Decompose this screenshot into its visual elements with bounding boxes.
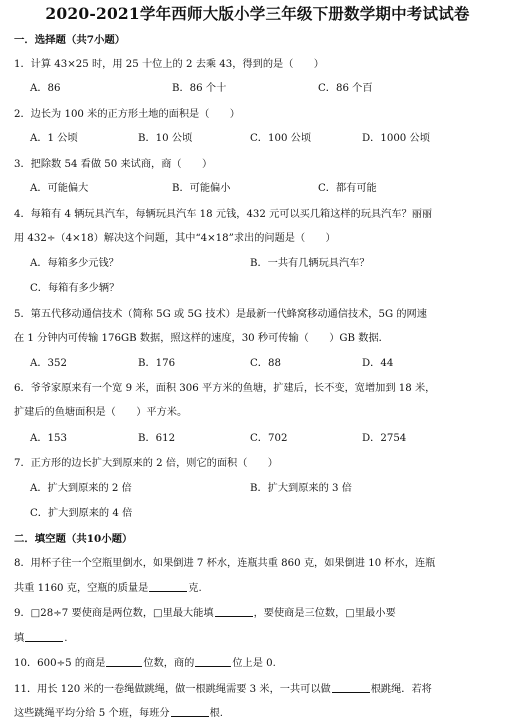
option-b[interactable]: B．一共有几辆玩具汽车？	[250, 258, 370, 269]
option-a[interactable]: A．153	[30, 433, 67, 444]
question-7-stem: 7．正方形的边长扩大到原来的 2 倍，则它的面积（ ）	[14, 458, 278, 469]
option-d[interactable]: D．1000 公顷	[362, 133, 430, 144]
option-d[interactable]: D．44	[362, 358, 394, 369]
question-4-stem-line2: 用 432÷（4×18）解决这个问题，其中“4×18”求出的问题是（ ）	[14, 233, 336, 244]
option-a[interactable]: A．352	[30, 358, 67, 369]
question-9-text-c: 填	[14, 633, 25, 644]
question-2-stem: 2．边长为 100 米的正方形土地的面积是（ ）	[14, 109, 240, 120]
answer-blank[interactable]	[106, 656, 142, 667]
question-11-line2	[14, 706, 505, 721]
exam-title: 2020-2021学年西师大版小学三年级下册数学期中考试试卷	[45, 4, 470, 23]
option-a[interactable]: A．扩大到原来的 2 倍	[30, 483, 132, 494]
question-10	[14, 656, 505, 671]
option-a[interactable]: A．可能偏大	[30, 183, 89, 194]
option-c[interactable]: C．88	[250, 358, 281, 369]
option-c[interactable]: C．每箱有多少辆？	[30, 283, 120, 294]
question-8-text-a: 共重 1160 克，空瓶的质量是	[14, 583, 149, 594]
question-8-line2	[14, 581, 505, 596]
answer-blank[interactable]	[215, 606, 253, 617]
option-b[interactable]: B．可能偏小	[172, 183, 231, 194]
option-c[interactable]: C．扩大到原来的 4 倍	[30, 508, 133, 519]
question-9-line2	[14, 631, 505, 646]
option-b[interactable]: B．86 个十	[172, 83, 227, 94]
question-1-stem: 1．计算 43×25 时，用 25 十位上的 2 去乘 43，得到的是（ ）	[14, 59, 324, 70]
answer-blank[interactable]	[25, 631, 63, 642]
option-c[interactable]: C．100 公顷	[250, 133, 312, 144]
option-b[interactable]: B．扩大到原来的 3 倍	[250, 483, 352, 494]
question-6-stem-line2: 扩建后的鱼塘面积是（ ）平方米。	[14, 407, 188, 418]
answer-blank[interactable]	[332, 682, 370, 693]
section-fill-heading: 二．填空题（共10小题）	[14, 533, 133, 545]
question-11-text-b: 根跳绳．若将	[370, 684, 432, 695]
option-a[interactable]: A．每箱多少元钱？	[30, 258, 119, 269]
question-11-text-d: 根.	[209, 708, 224, 719]
question-3-stem: 3．把除数 54 看做 50 来试商，商（ ）	[14, 159, 213, 170]
option-c[interactable]: C．86 个百	[318, 83, 373, 94]
question-9-line1	[14, 606, 505, 621]
question-4-stem-line1: 4．每箱有 4 辆玩具汽车，每辆玩具汽车 18 元钱，432 元可以买几箱这样的玩具汽车？丽丽	[14, 209, 433, 220]
question-11-text-c: 这些跳绳平均分给 5 个班，每班分	[14, 708, 170, 719]
question-8-text-b: 克.	[188, 583, 202, 594]
option-d[interactable]: D．2754	[362, 433, 407, 444]
answer-blank[interactable]	[171, 706, 209, 717]
question-9-text-d: .	[64, 633, 68, 644]
question-9-text-b: ，要使商是三位数，□里最小要	[253, 608, 396, 619]
question-5-stem-line1: 5．第五代移动通信技术（简称 5G 或 5G 技术）是最新一代蜂窝移动通信技术，5G 的网速	[14, 309, 427, 320]
option-a[interactable]: A．1 公顷	[30, 133, 78, 144]
option-b[interactable]: B．176	[138, 358, 176, 369]
question-5-stem-line2: 在 1 分钟内可传输 176GB 数据，照这样的速度，30 秒可传输（ ）GB 数据．	[14, 333, 389, 344]
question-10-text-a: 10．600÷5 的商是	[14, 658, 106, 669]
question-9-text-a: 9．□28÷7 要使商是两位数，□里最大能填	[14, 608, 214, 619]
question-11-text-a: 11．用长 120 米的一卷绳做跳绳，做一根跳绳需要 3 米，一共可以做	[14, 684, 331, 695]
question-10-text-c: 位上是 0.	[232, 658, 276, 669]
option-c[interactable]: C．702	[250, 433, 288, 444]
option-c[interactable]: C．都有可能	[318, 183, 377, 194]
answer-blank[interactable]	[195, 656, 231, 667]
question-6-stem-line1: 6．爷爷家原来有一个宽 9 米，面积 306 平方米的鱼塘，扩建后，长不变，宽增加到 18 米，	[14, 383, 436, 394]
option-b[interactable]: B．612	[138, 433, 176, 444]
option-a[interactable]: A．86	[30, 83, 61, 94]
answer-blank[interactable]	[149, 581, 187, 592]
question-8-line1: 8．用杯子往一个空瓶里倒水，如果倒进 7 杯水，连瓶共重 860 克，如果倒进 10 杯水，连瓶	[14, 558, 436, 569]
option-b[interactable]: B．10 公顷	[138, 133, 193, 144]
section-choice-heading: 一．选择题（共7小题）	[14, 34, 126, 46]
question-10-text-b: 位数，商的	[143, 658, 195, 669]
question-11-line1	[14, 682, 505, 697]
